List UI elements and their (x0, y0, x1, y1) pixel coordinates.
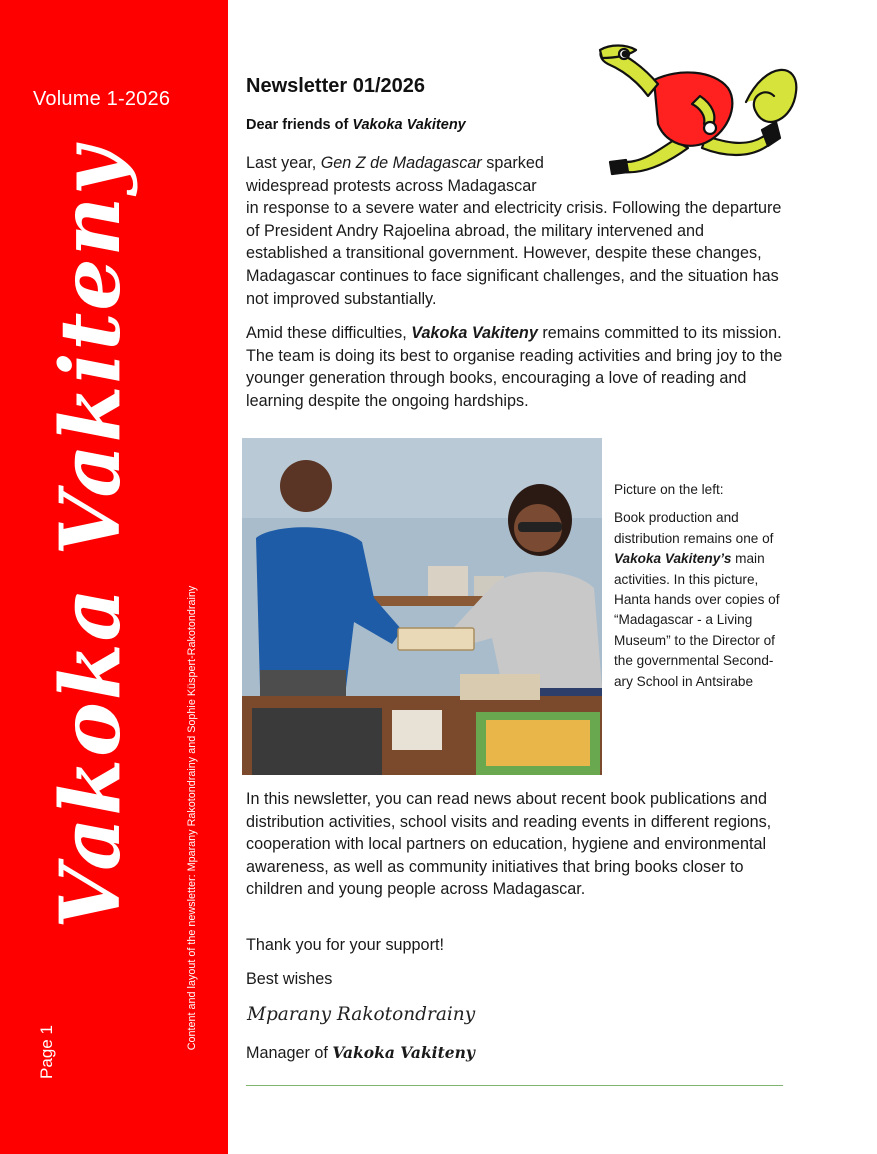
caption-title: Picture on the left: (614, 482, 724, 497)
mission-suffix: remains committed to its mission. The team is doing its best to organise reading activities and bring joy to the younger generation through books, encouraging a love of reading and learning despite the ongoing hardships. (246, 324, 783, 410)
overview-paragraph: In this newsletter, you can read news about recent book publications and distribution activities, school visits and reading events in different regions, cooperation with local partners on education, hygiene and environmental awareness, as well as community initiatives that bring books closer to children and young people across Madagascar. (246, 790, 772, 899)
book-handover-photo (242, 438, 602, 775)
intro-line-2: widespread protests across Madagascar (246, 176, 537, 195)
greeting-brand: Vakoka Vakiteny (352, 117, 466, 133)
photo-caption (614, 480, 784, 692)
page-number: Page 1 (37, 1025, 56, 1079)
caption-body (614, 508, 784, 692)
role-prefix: Manager of (246, 1044, 333, 1062)
thanks-line: Thank you for your support! (246, 936, 444, 954)
intro-line1-suffix: sparked (481, 154, 544, 172)
mission-paragraph (246, 322, 786, 412)
footer-divider (246, 1085, 783, 1086)
sidebar (0, 0, 228, 1154)
role-brand: Vakoka Vakiteny (332, 1043, 475, 1062)
newsletter-title: Newsletter 01/2026 (246, 75, 426, 97)
intro-paragraph (246, 152, 786, 310)
role-line (246, 1043, 475, 1063)
volume-label: Volume 1-2026 (33, 88, 171, 110)
caption-prefix: Book production and distribution remains one of (614, 510, 774, 546)
greeting-prefix: Dear friends of (246, 117, 353, 133)
signature: Mparany Rakotondrainy (247, 1004, 476, 1025)
brand-vertical-title: Vakoka Vakiteny (43, 145, 139, 929)
best-wishes-line: Best wishes (246, 970, 333, 988)
credits-text: Content and layout of the newsletter: Mparany Rakotondrainy and Sophie Küspert-Rakotondrainy (186, 585, 198, 1051)
mission-brand: Vakoka Vakiteny (411, 324, 538, 342)
intro-rest: in response to a severe water and electricity crisis. Following the departure of President Andry Rajoelina abroad, the military intervened and established a transitional government. However, despite these changes, Madagascar continues to face significant challenges, and the situation has not improved substantially. (246, 199, 782, 308)
intro-line1-prefix: Last year, (246, 154, 321, 172)
caption-suffix: main activities. In this picture, Hanta hands over copies of “Madagascar - a Living Museum” to the Director of the governmental Secondary School in Antsirabe (614, 551, 780, 689)
caption-brand: Vakoka Vakiteny’s (614, 551, 732, 567)
mission-prefix: Amid these difficulties, (246, 324, 412, 342)
intro-line-1 (246, 152, 786, 175)
intro-line1-italic: Gen Z de Madagascar (320, 154, 482, 172)
greeting (246, 117, 466, 133)
